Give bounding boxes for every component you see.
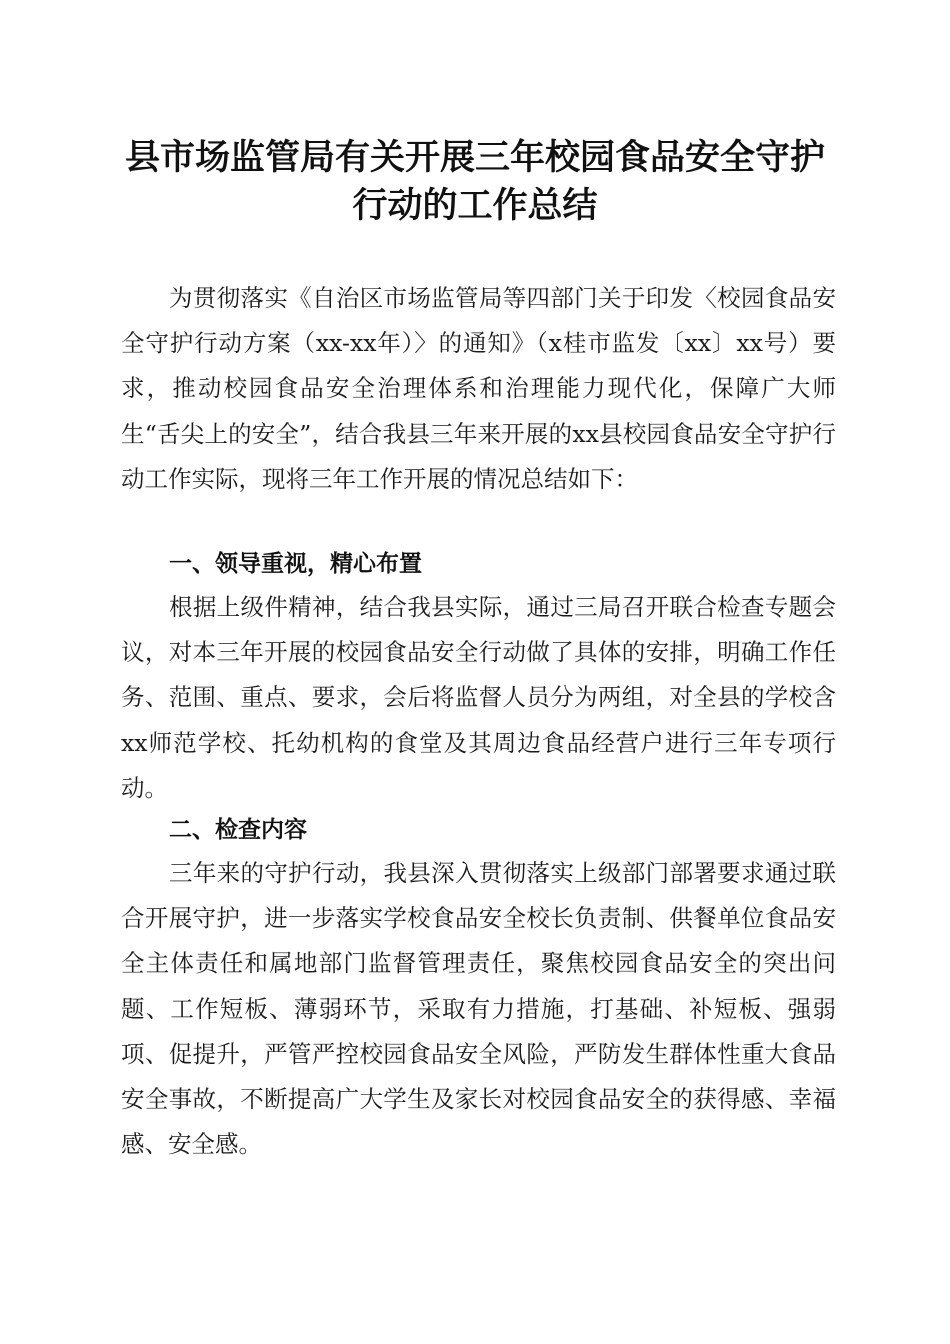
intro-paragraph: 为贯彻落实《自治区市场监管局等四部门关于印发〈校园食品安全守护行动方案（xx-xx年）〉的通知》（x桂市监发〔xx〕xx号）要求，推动校园食品安全治理体系和治理能力现代化，保障广大师生“舌尖上的安全”，结合我县三年来开展的xx县校园食品安全守护行动工作实际，现将三年工作开展的情况总结如下： bbox=[121, 284, 836, 493]
section-2-paragraph: 三年来的守护行动，我县深入贯彻落实上级部门部署要求通过联合开展守护，进一步落实学校食品安全校长负责制、供餐单位食品安全主体责任和属地部门监督管理责任，聚焦校园食品安全的突出问题、工作短板、薄弱环节，采取有力措施，打基础、补短板、强弱项、促提升，严管严控校园食品安全风险，严防发生群体性重大食品安全事故，不断提高广大学生及家长对校园食品安全的获得感、幸福感、安全感。 bbox=[121, 859, 836, 1159]
section-2-heading: 二、检查内容 bbox=[169, 817, 307, 843]
section-1-heading: 一、领导重视，精心布置 bbox=[169, 551, 422, 577]
section-1-paragraph: 根据上级件精神，结合我县实际，通过三局召开联合检查专题会议，对本三年开展的校园食品安全行动做了具体的安排，明确工作任务、范围、重点、要求，会后将监督人员分为两组，对全县的学校含xx师范学校、托幼机构的食堂及其周边食品经营户进行三年专项行动。 bbox=[121, 593, 836, 802]
document-title-line-1: 县市场监管局有关开展三年校园食品安全守护 bbox=[124, 137, 825, 178]
document-title-line-2: 行动的工作总结 bbox=[352, 185, 598, 226]
